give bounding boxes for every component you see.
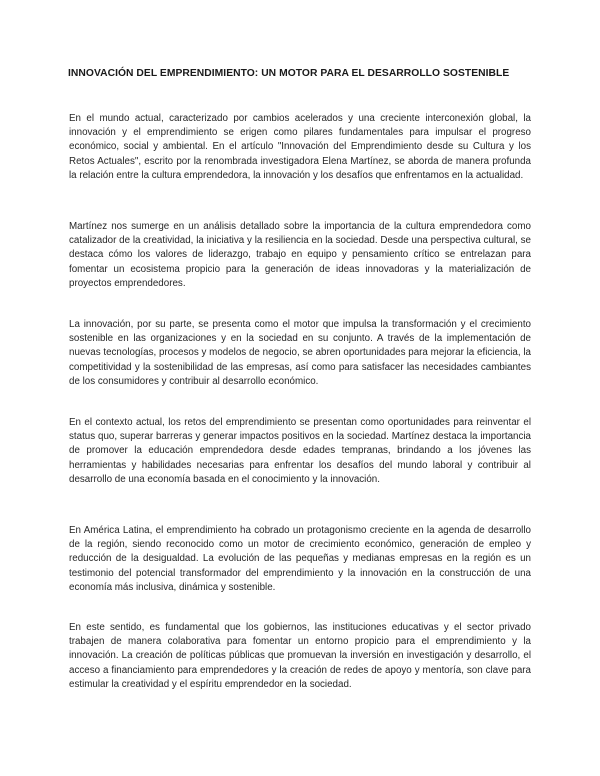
paragraph: En el contexto actual, los retos del emprendimiento se presentan como oportunidades para reinventar el status quo, superar barreras y generar impactos positivos en la sociedad. Martínez destaca la importancia de promover la educación emprendedora desde edades tempranas, brindando a los jóvenes las herramientas y habilidades necesarias para enfrentar los desafíos del mundo laboral y contribuir al desarrollo de una economía basada en el conocimiento y la innovación. [69,417,531,485]
paragraph: La innovación, por su parte, se presenta como el motor que impulsa la transformación y el crecimiento sostenible en las organizaciones y en la sociedad en su conjunto. A través de la implementación de nuevas tecnologías, procesos y modelos de negocio, se abren oportunidades para mejorar la eficiencia, la competitividad y la sostenibilidad de las empresas, así como para satisfacer las necesidades cambiantes de los consumidores y contribuir al desarrollo económico. [69,319,531,387]
document-title: INNOVACIÓN DEL EMPRENDIMIENTO: UN MOTOR PARA EL DESARROLLO SOSTENIBLE [68,68,510,79]
paragraph: En este sentido, es fundamental que los gobiernos, las instituciones educativas y el sector privado trabajen de manera colaborativa para fomentar un entorno propicio para el emprendimiento y la innovación. La creación de políticas públicas que promuevan la inversión en investigación y desarrollo, el acceso a financiamiento para emprendedores y la creación de redes de apoyo y mentoría, son clave para estimular la creatividad y el espíritu emprendedor en la sociedad. [69,622,531,690]
paragraph: En el mundo actual, caracterizado por cambios acelerados y una creciente interconexión global, la innovación y el emprendimiento se erigen como pilares fundamentales para impulsar el progreso económico, social y ambiental. En el artículo "Innovación del Emprendimiento desde su Cultura y los Retos Actuales", escrito por la renombrada investigadora Elena Martínez, se aborda de manera profunda la relación entre la cultura emprendedora, la innovación y los desafíos que enfrentamos en la actualidad. [69,113,531,181]
paragraph: Martínez nos sumerge en un análisis detallado sobre la importancia de la cultura emprendedora como catalizador de la creatividad, la iniciativa y la resiliencia en la sociedad. Desde una perspectiva cultural, se destaca cómo los valores de liderazgo, trabajo en equipo y pensamiento crítico se entrelazan para fomentar un ecosistema propicio para la generación de ideas innovadoras y la materialización de proyectos emprendedores. [69,221,531,289]
paragraph: En América Latina, el emprendimiento ha cobrado un protagonismo creciente en la agenda de desarrollo de la región, siendo reconocido como un motor de crecimiento económico, generación de empleo y reducción de la desigualdad. La evolución de las pequeñas y medianas empresas en la región es un testimonio del potencial transformador del emprendimiento y la innovación en la construcción de una economía más inclusiva, dinámica y sostenible. [69,525,531,593]
